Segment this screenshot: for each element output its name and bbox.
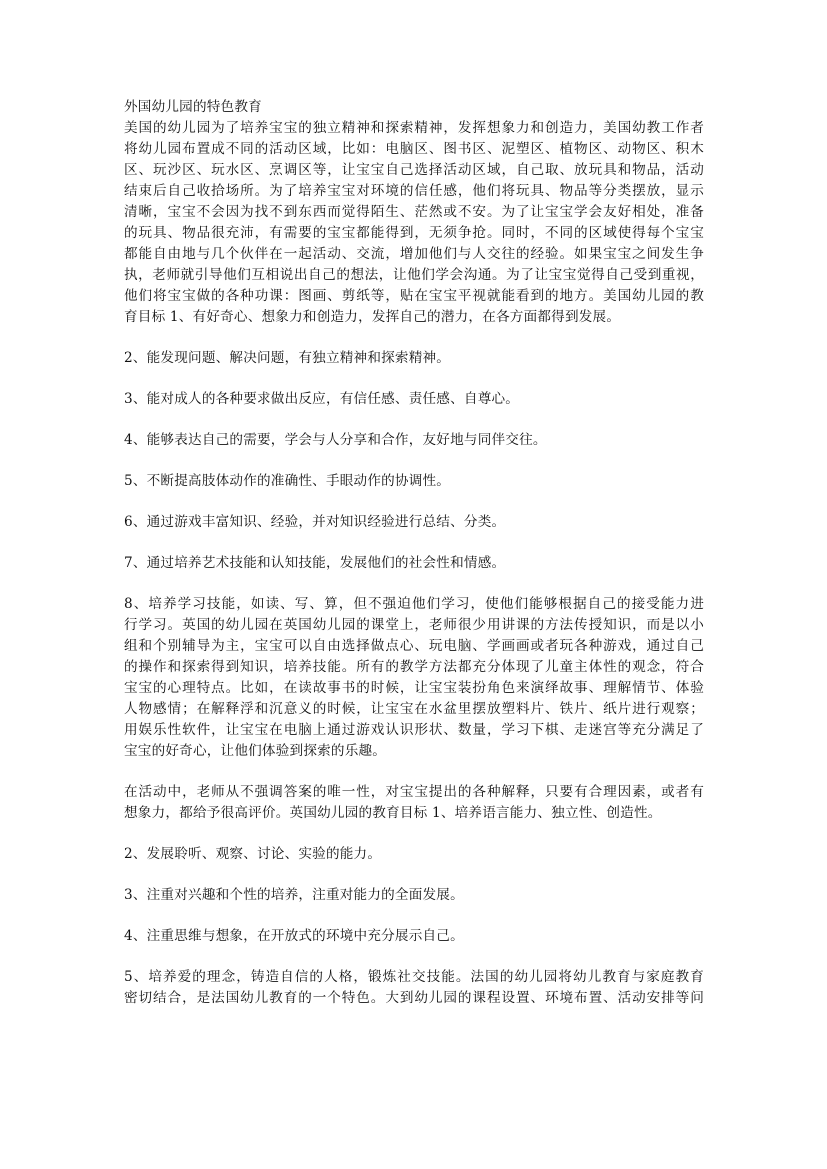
text-line: 宝宝的好奇心，让他们体验到探索的乐趣。 — [124, 743, 387, 759]
text-line: 宝宝的心理特点。比如，在读故事书的时候，让宝宝装扮角色来演绎故事、理解情节、体验 — [124, 680, 704, 696]
text-line: 区、玩沙区、玩水区、烹调区等，让宝宝自己选择活动区域，自己取、放玩具和物品，活动 — [124, 162, 704, 178]
text-line: 美国的幼儿园为了培养宝宝的独立精神和探索精神，发挥想象力和创造力，美国幼教工作者 — [124, 120, 704, 136]
text-line: 的操作和探索得到知识，培养技能。所有的教学方法都充分体现了儿童主体性的观念，符合 — [124, 659, 704, 675]
text-line: 3、能对成人的各种要求做出反应，有信任感、责任感、自尊心。 — [124, 391, 520, 407]
text-line: 5、不断提高肢体动作的准确性、手眼动作的协调性。 — [124, 473, 451, 489]
paragraph — [124, 782, 704, 824]
paragraph — [124, 512, 704, 533]
text-line: 都能自由地与几个伙伴在一起活动、交流，增加他们与人交往的经验。如果宝宝之间发生争 — [124, 246, 704, 262]
paragraph — [124, 967, 704, 1009]
text-line: 的玩具、物品很充沛，有需要的宝宝都能得到，无须争抢。同时，不同的区域使得每个宝宝 — [124, 225, 704, 241]
document-body — [124, 118, 704, 1009]
document-page — [124, 97, 704, 1029]
paragraph — [124, 885, 704, 906]
text-line: 行学习。英国的幼儿园在英国幼儿园的课堂上，老师很少用讲课的方法传授知识，而是以小 — [124, 617, 704, 633]
paragraph — [124, 844, 704, 865]
text-line: 他们将宝宝做的各种功课：图画、剪纸等，贴在宝宝平视就能看到的地方。美国幼儿园的教 — [124, 288, 704, 304]
text-line: 2、发展聆听、观察、讨论、实验的能力。 — [124, 846, 382, 862]
paragraph — [124, 118, 704, 328]
text-line: 4、能够表达自己的需要，学会与人分享和合作，友好地与同伴交往。 — [124, 432, 547, 448]
text-line: 在活动中，老师从不强调答案的唯一性，对宝宝提出的各种解释，只要有合理因素，或者有 — [124, 784, 704, 800]
text-line: 清晰，宝宝不会因为找不到东西而觉得陌生、茫然或不安。为了让宝宝学会友好相处，准备 — [124, 204, 704, 220]
text-line: 执，老师就引导他们互相说出自己的想法，让他们学会沟通。为了让宝宝觉得自己受到重视， — [124, 267, 704, 283]
text-line: 7、通过培养艺术技能和认知技能，发展他们的社会性和情感。 — [124, 555, 506, 571]
text-line: 组和个别辅导为主，宝宝可以自由选择做点心、玩电脑、学画画或者玩各种游戏，通过自己 — [124, 638, 704, 654]
paragraph — [124, 471, 704, 492]
text-line: 用娱乐性软件，让宝宝在电脑上通过游戏认识形状、数量，学习下棋、走迷宫等充分满足了 — [124, 722, 704, 738]
text-line: 4、注重思维与想象，在开放式的环境中充分展示自己。 — [124, 928, 464, 944]
text-line: 2、能发现问题、解决问题，有独立精神和探索精神。 — [124, 350, 451, 366]
text-line: 3、注重对兴趣和个性的培养，注重对能力的全面发展。 — [124, 887, 464, 903]
paragraph — [124, 348, 704, 369]
document-title: 外国幼儿园的特色教育 — [124, 99, 262, 115]
text-line: 5、培养爱的理念，铸造自信的人格，锻炼社交技能。法国的幼儿园将幼儿教育与家庭教育 — [124, 969, 704, 985]
paragraph — [124, 430, 704, 451]
text-line: 想象力，都给予很高评价。英国幼儿园的教育目标 1、培养语言能力、独立性、创造性。 — [124, 805, 662, 821]
text-line: 育目标 1、有好奇心、想象力和创造力，发挥自己的潜力，在各方面都得到发展。 — [124, 309, 621, 325]
text-line: 6、通过游戏丰富知识、经验，并对知识经验进行总结、分类。 — [124, 514, 506, 530]
text-line: 结束后自己收拾场所。为了培养宝宝对环境的信任感，他们将玩具、物品等分类摆放，显示 — [124, 183, 704, 199]
text-line: 将幼儿园布置成不同的活动区域，比如：电脑区、图书区、泥塑区、植物区、动物区、积木 — [124, 141, 704, 157]
paragraph — [124, 594, 704, 762]
paragraph — [124, 926, 704, 947]
text-line: 8、培养学习技能，如读、写、算，但不强迫他们学习，使他们能够根据自己的接受能力进 — [124, 596, 704, 612]
text-line: 人物感情；在解释浮和沉意义的时候，让宝宝在水盆里摆放塑料片、铁片、纸片进行观察； — [124, 701, 704, 717]
text-line: 密切结合，是法国幼儿教育的一个特色。大到幼儿园的课程设置、环境布置、活动安排等问 — [124, 990, 704, 1006]
paragraph — [124, 389, 704, 410]
paragraph — [124, 553, 704, 574]
